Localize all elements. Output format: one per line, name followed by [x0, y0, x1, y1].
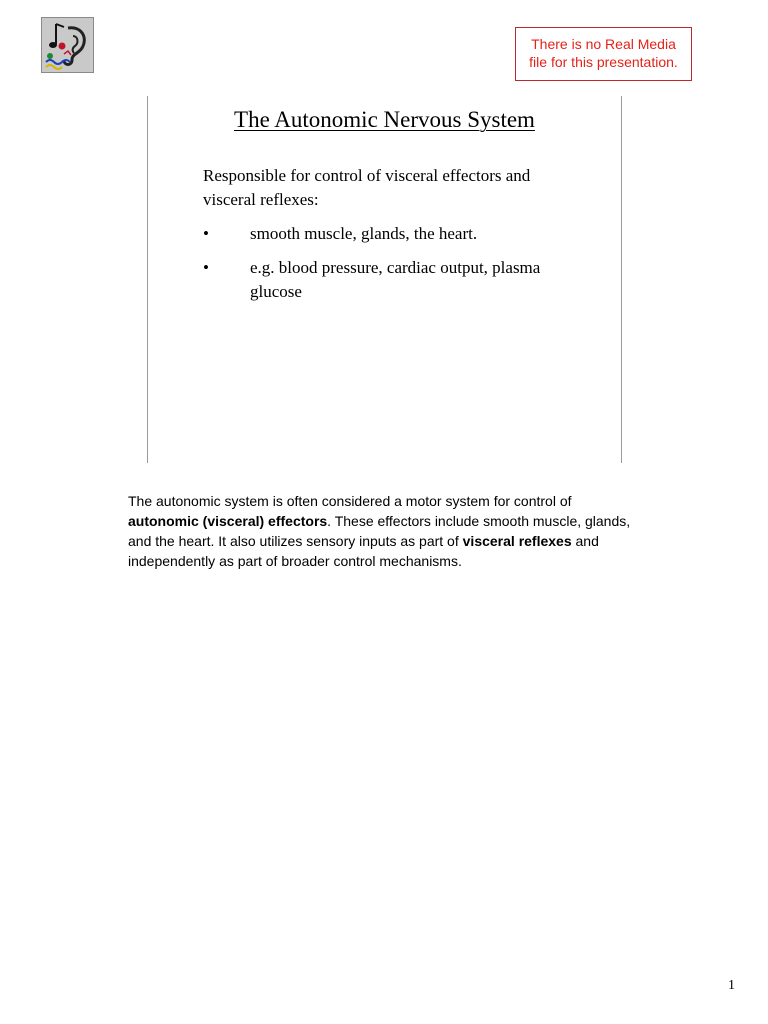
notes-bold-term: visceral reflexes [462, 533, 572, 549]
bullet-text: e.g. blood pressure, cardiac output, plasma glucose [250, 258, 541, 301]
slide-intro: Responsible for control of visceral effectors and visceral reflexes: [203, 166, 531, 209]
notes-text: . These effectors include smooth muscle, glands, and the heart. It also utilizes sensory inputs as part of [128, 513, 631, 549]
slide-right-border [621, 96, 622, 463]
bullet-marker: • [203, 258, 209, 277]
notes-bold-term: autonomic (visceral) effectors [128, 513, 328, 529]
speaker-notes [128, 491, 633, 571]
notes-text: and independently as part of broader control mechanisms. [128, 533, 599, 569]
notice-line-1: There is no Real Media [531, 36, 676, 52]
slide-title: The Autonomic Nervous System [234, 107, 535, 132]
slide-bullet [203, 256, 583, 304]
notice-line-2: file for this presentation. [529, 54, 678, 70]
bullet-marker: • [203, 224, 209, 243]
music-ear-logo-icon [41, 17, 94, 73]
slide-bullet [203, 222, 583, 246]
notes-text: The autonomic system is often considered a motor system for control of [128, 493, 572, 509]
page-number: 1 [728, 978, 735, 993]
slide-body [203, 164, 583, 314]
bullet-text: smooth muscle, glands, the heart. [250, 224, 478, 243]
no-media-notice [515, 27, 692, 81]
slide-left-border [147, 96, 148, 463]
